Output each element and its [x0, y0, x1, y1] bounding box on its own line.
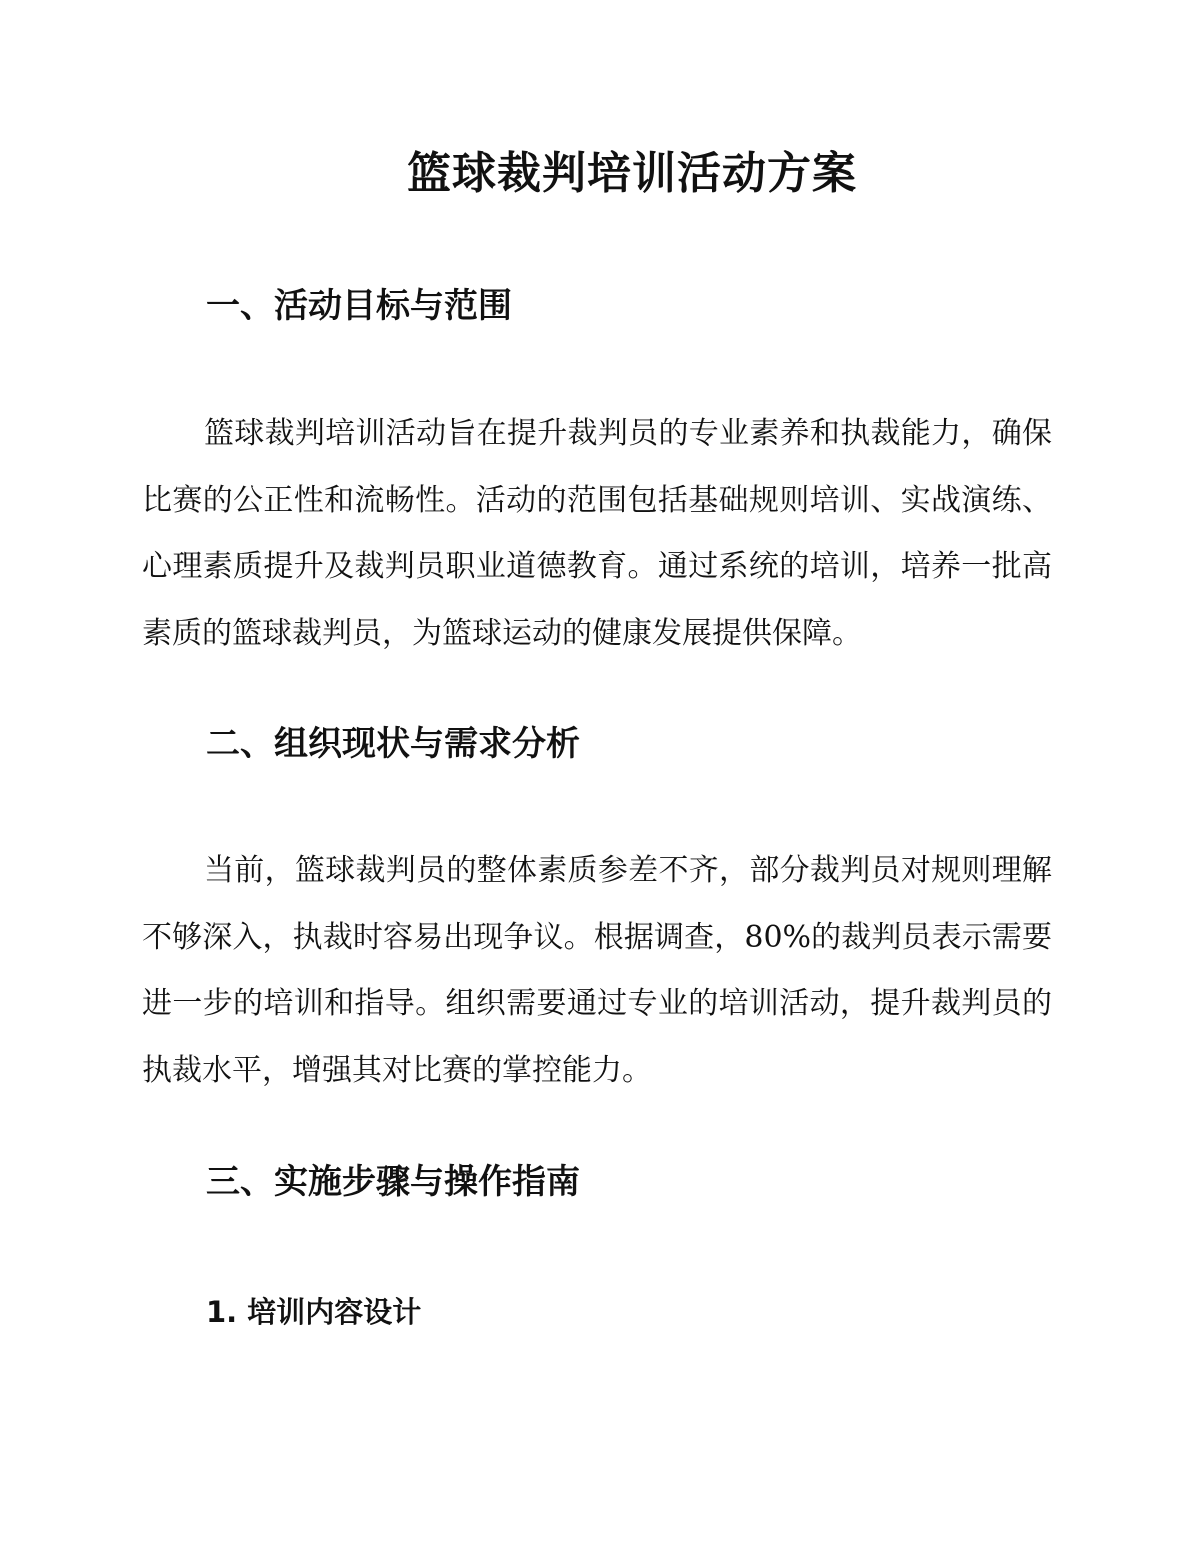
section-1-paragraph: 篮球裁判培训活动旨在提升裁判员的专业素养和执裁能力，确保比赛的公正性和流畅性。活动的范围包括基础规则培训、实战演练、心理素质提升及裁判员职业道德教育。通过系统的培训，培养一批高素质的篮球裁判员，为篮球运动的健康发展提供保障。	[142, 416, 1052, 651]
section-1-heading: 一、活动目标与范围	[206, 286, 512, 326]
section-3-heading: 三、实施步骤与操作指南	[206, 1162, 580, 1202]
section-3-subheading: 1. 培训内容设计	[206, 1295, 422, 1329]
section-2-heading: 二、组织现状与需求分析	[206, 724, 580, 764]
document-title: 篮球裁判培训活动方案	[407, 148, 857, 199]
section-2-paragraph: 当前，篮球裁判员的整体素质参差不齐，部分裁判员对规则理解不够深入，执裁时容易出现争议。根据调查，80%的裁判员表示需要进一步的培训和指导。组织需要通过专业的培训活动，提升裁判员的执裁水平，增强其对比赛的掌控能力。	[142, 853, 1052, 1088]
